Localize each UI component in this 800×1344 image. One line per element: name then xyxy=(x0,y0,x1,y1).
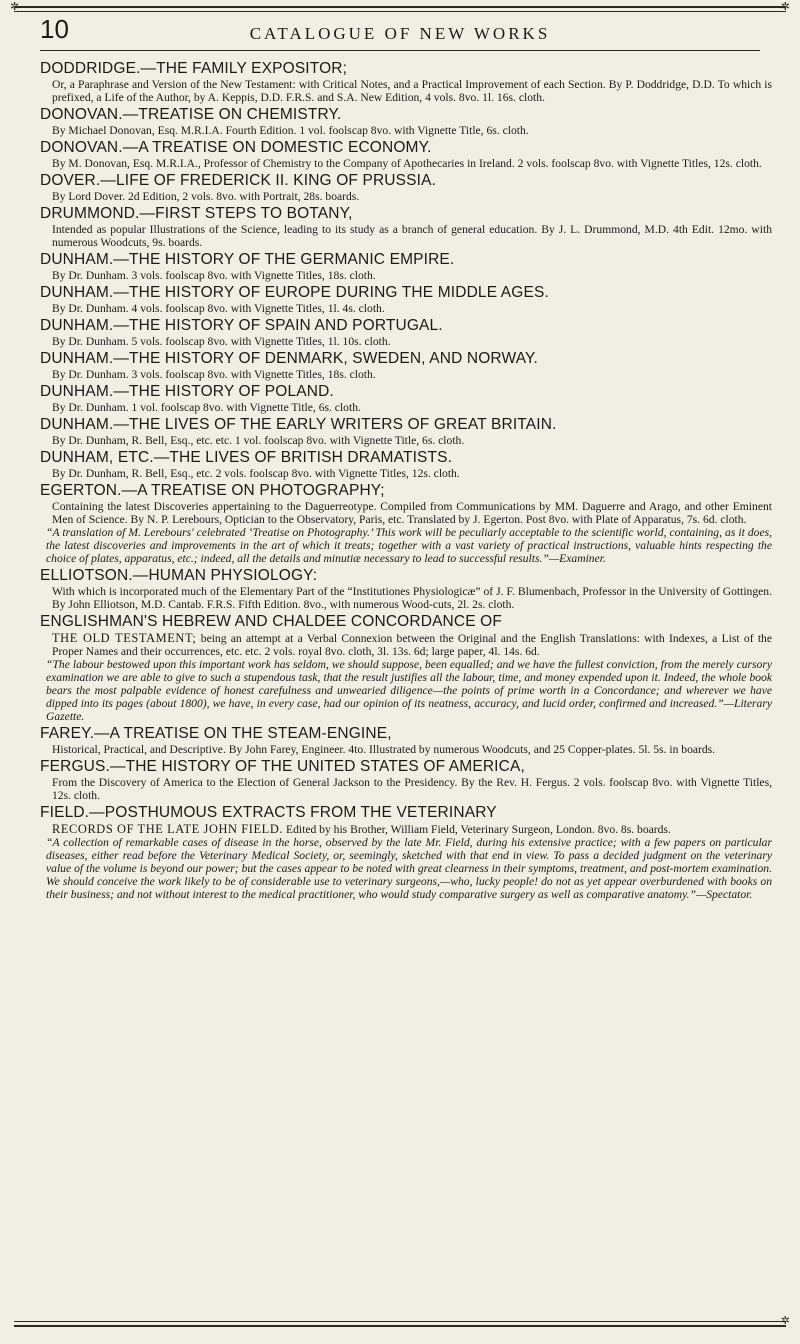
entry-body-text: Historical, Practical, and Descriptive. By John Farey, Engineer. 4to. Illustrated by numerous Woodcuts, and 25 Copper-plates. 5l. 5s. in boards. xyxy=(52,743,716,756)
catalogue-entry xyxy=(40,139,772,170)
entry-body-text: By M. Donovan, Esq. M.R.I.A., Professor of Chemistry to the Company of Apothecaries in Ireland. 2 vols. foolscap 8vo. with Vignette Titles, 12s. cloth. xyxy=(52,157,762,170)
entry-title: DODDRIDGE.—THE FAMILY EXPOSITOR; xyxy=(40,60,348,77)
entry-description xyxy=(52,302,772,315)
entry-description xyxy=(52,335,772,348)
entry-body-text: By Lord Dover. 2d Edition, 2 vols. 8vo. with Portrait, 28s. boards. xyxy=(52,190,360,203)
entry-subtitle: RECORDS OF THE LATE JOHN FIELD. xyxy=(52,822,284,836)
entry-description xyxy=(52,743,772,756)
entry-description xyxy=(52,585,772,611)
bottom-border-rule xyxy=(14,1321,786,1327)
entry-title: ENGLISHMAN'S HEBREW AND CHALDEE CONCORDANCE OF xyxy=(40,613,503,630)
entry-description xyxy=(52,78,772,104)
entry-review-quote: “A translation of M. Lerebours' celebrated ‘Treatise on Photography.’ This work will be peculiarly acceptable to the scientific world, containing, as it does, the latest discoveries and improvements in the art of which it treats; together with a vast variety of practical instructions, valuable hints respecting the choice of plates, apparatus, etc.; indeed, all the details and minutiæ necessary to lead to successful results.”—Examiner. xyxy=(46,526,772,565)
corner-ornament-icon: ✲ xyxy=(780,1,790,13)
entry-title: DONOVAN.—TREATISE ON CHEMISTRY. xyxy=(40,106,342,123)
entry-body-text: By Dr. Dunham, R. Bell, Esq., etc. 2 vols. foolscap 8vo. with Vignette Titles, 12s. cloth. xyxy=(52,467,460,480)
catalogue-entry xyxy=(40,317,772,348)
catalogue-entry xyxy=(40,106,772,137)
entry-review-quote: “The labour bestowed upon this important work has seldom, we should suppose, been equalled; and we have the fullest conviction, from the merely cursory examination we are able to give to such a stupendous task, that the result justifies all the labour, time, and money expended upon it. Indeed, the whole book bears the most palpable evidence of honest carefulness and unwearied diligence—the points of prime worth in a Concordance; and wherever we have dipped into its pages (about 1800), we have, in every case, had our opinion of its neatness, accuracy, and lucid order, confirmed and increased.”—Literary Gazette. xyxy=(46,658,772,723)
catalogue-entry xyxy=(40,804,772,901)
entry-title: DRUMMOND.—FIRST STEPS TO BOTANY, xyxy=(40,205,353,222)
entry-title: DUNHAM, ETC.—THE LIVES OF BRITISH DRAMATISTS. xyxy=(40,449,453,466)
page-header xyxy=(40,16,760,51)
catalogue-entry xyxy=(40,205,772,249)
entry-body-text: With which is incorporated much of the Elementary Part of the “Institutiones Physiologicæ” of J. F. Blumenbach, Professor in the University of Gottingen. By John Elliotson, M.D. Cantab. F.R.S. Fifth Edition. 8vo., with numerous Wood-cuts, 2l. 2s. cloth. xyxy=(52,585,772,611)
catalogue-entry xyxy=(40,416,772,447)
running-title: CATALOGUE OF NEW WORKS xyxy=(249,24,551,43)
entry-title: DUNHAM.—THE HISTORY OF POLAND. xyxy=(40,383,334,400)
entry-title: FAREY.—A TREATISE ON THE STEAM-ENGINE, xyxy=(40,725,392,742)
entry-title: DONOVAN.—A TREATISE ON DOMESTIC ECONOMY. xyxy=(40,139,432,156)
entry-review-quote: “A collection of remarkable cases of disease in the horse, observed by the late Mr. Field, during his extensive practice; with a few papers on particular diseases, either read before the Veterinary Medical Society, or, seemingly, sketched with that end in view. To pass a decided judgment on the veterinary value of the volume is beyond our power; but the cases appear to be noted with great clearness in their symptoms, treatment, and post-mortem examination. We should conceive the work likely to be of considerable use to veterinary surgeons,—who, lucky people! do not as yet appear overburdened with books on their business; and not without interest to the medical practitioner, who would study comparative surgery as well as comparative anatomy.”—Spectator. xyxy=(46,836,772,901)
entry-body-text: By Michael Donovan, Esq. M.R.I.A. Fourth Edition. 1 vol. foolscap 8vo. with Vignette Title, 6s. cloth. xyxy=(52,124,529,137)
entry-title: FIELD.—POSTHUMOUS EXTRACTS FROM THE VETERINARY xyxy=(40,804,497,821)
catalogue-entry xyxy=(40,172,772,203)
entry-body-text: Containing the latest Discoveries appertaining to the Daguerreotype. Compiled from Communications by MM. Daguerre and Arago, and other Eminent Men of Science. By N. P. Lerebours, Optician to the Observatory, Paris, etc. Translated by J. Egerton. Post 8vo. with Plate of Apparatus, 7s. 6d. cloth. xyxy=(52,500,772,526)
entry-body-text: By Dr. Dunham. 1 vol. foolscap 8vo. with Vignette Title, 6s. cloth. xyxy=(52,401,361,414)
catalogue-entries xyxy=(40,60,772,903)
entry-body-text: By Dr. Dunham. 3 vols. foolscap 8vo. with Vignette Titles, 18s. cloth. xyxy=(52,368,376,381)
entry-body-text: By Dr. Dunham. 5 vols. foolscap 8vo. with Vignette Titles, 1l. 10s. cloth. xyxy=(52,335,391,348)
entry-description xyxy=(52,157,772,170)
entry-description xyxy=(52,822,772,836)
entry-body-text: By Dr. Dunham. 4 vols. foolscap 8vo. with Vignette Titles, 1l. 4s. cloth. xyxy=(52,302,385,315)
entry-description xyxy=(52,434,772,447)
entry-description xyxy=(52,269,772,282)
catalogue-entry xyxy=(40,60,772,104)
corner-ornament-icon: ✲ xyxy=(780,1315,790,1327)
entry-body-text: Intended as popular Illustrations of the Science, leading to its study as a branch of general education. By J. L. Drummond, M.D. 4th Edit. 12mo. with numerous Woodcuts, 9s. boards. xyxy=(52,223,772,249)
entry-description xyxy=(52,368,772,381)
entry-description xyxy=(52,190,772,203)
entry-title: FERGUS.—THE HISTORY OF THE UNITED STATES OF AMERICA, xyxy=(40,758,525,775)
entry-description xyxy=(52,223,772,249)
entry-body-text: being an attempt at a Verbal Connexion between the Original and the English Translations: with Indexes, a List of the Proper Names and their occurrences, etc. etc. 2 vols. royal 8vo. cloth, 3l. 13s. 6d; large paper, 4l. 14s. 6d. xyxy=(52,632,772,658)
catalogue-entry xyxy=(40,284,772,315)
corner-ornament-icon: ✲ xyxy=(10,1,20,13)
entry-body-text: By Dr. Dunham, R. Bell, Esq., etc. etc. 1 vol. foolscap 8vo. with Vignette Title, 6s. cloth. xyxy=(52,434,465,447)
catalogue-entry xyxy=(40,482,772,565)
page-number: 10 xyxy=(40,14,69,44)
entry-description xyxy=(52,631,772,658)
entry-body-text: Edited by his Brother, William Field, Veterinary Surgeon, London. 8vo. 8s. boards. xyxy=(286,823,671,836)
entry-title: ELLIOTSON.—HUMAN PHYSIOLOGY: xyxy=(40,567,318,584)
entry-body-text: From the Discovery of America to the Election of General Jackson to the Presidency. By the Rev. H. Fergus. 2 vols. foolscap 8vo. with Vignette Titles, 12s. cloth. xyxy=(52,776,772,802)
catalogue-entry xyxy=(40,613,772,723)
entry-title: DUNHAM.—THE HISTORY OF THE GERMANIC EMPIRE. xyxy=(40,251,455,268)
catalogue-entry xyxy=(40,567,772,611)
entry-description xyxy=(52,467,772,480)
entry-title: DUNHAM.—THE HISTORY OF EUROPE DURING THE MIDDLE AGES. xyxy=(40,284,549,301)
catalogue-entry xyxy=(40,758,772,802)
entry-title: EGERTON.—A TREATISE ON PHOTOGRAPHY; xyxy=(40,482,385,499)
entry-description xyxy=(52,124,772,137)
top-border-rule xyxy=(14,6,786,12)
catalogue-entry xyxy=(40,449,772,480)
catalogue-entry xyxy=(40,350,772,381)
entry-description xyxy=(52,776,772,802)
entry-description xyxy=(52,401,772,414)
catalogue-entry xyxy=(40,383,772,414)
entry-subtitle: THE OLD TESTAMENT; xyxy=(52,631,197,645)
entry-description xyxy=(52,500,772,526)
entry-title: DOVER.—LIFE OF FREDERICK II. KING OF PRUSSIA. xyxy=(40,172,437,189)
entry-body-text: By Dr. Dunham. 3 vols. foolscap 8vo. with Vignette Titles, 18s. cloth. xyxy=(52,269,376,282)
entry-title: DUNHAM.—THE LIVES OF THE EARLY WRITERS OF GREAT BRITAIN. xyxy=(40,416,557,433)
entry-body-text: Or, a Paraphrase and Version of the New Testament: with Critical Notes, and a Practical Improvement of each Section. By P. Doddridge, D.D. To which is prefixed, a Life of the Author, by A. Keppis, D.D. F.R.S. and S.A. New Edition, 4 vols. 8vo. 1l. 16s. cloth. xyxy=(52,78,772,104)
catalogue-entry xyxy=(40,725,772,756)
entry-title: DUNHAM.—THE HISTORY OF DENMARK, SWEDEN, AND NORWAY. xyxy=(40,350,538,367)
entry-title: DUNHAM.—THE HISTORY OF SPAIN AND PORTUGAL. xyxy=(40,317,443,334)
catalogue-entry xyxy=(40,251,772,282)
